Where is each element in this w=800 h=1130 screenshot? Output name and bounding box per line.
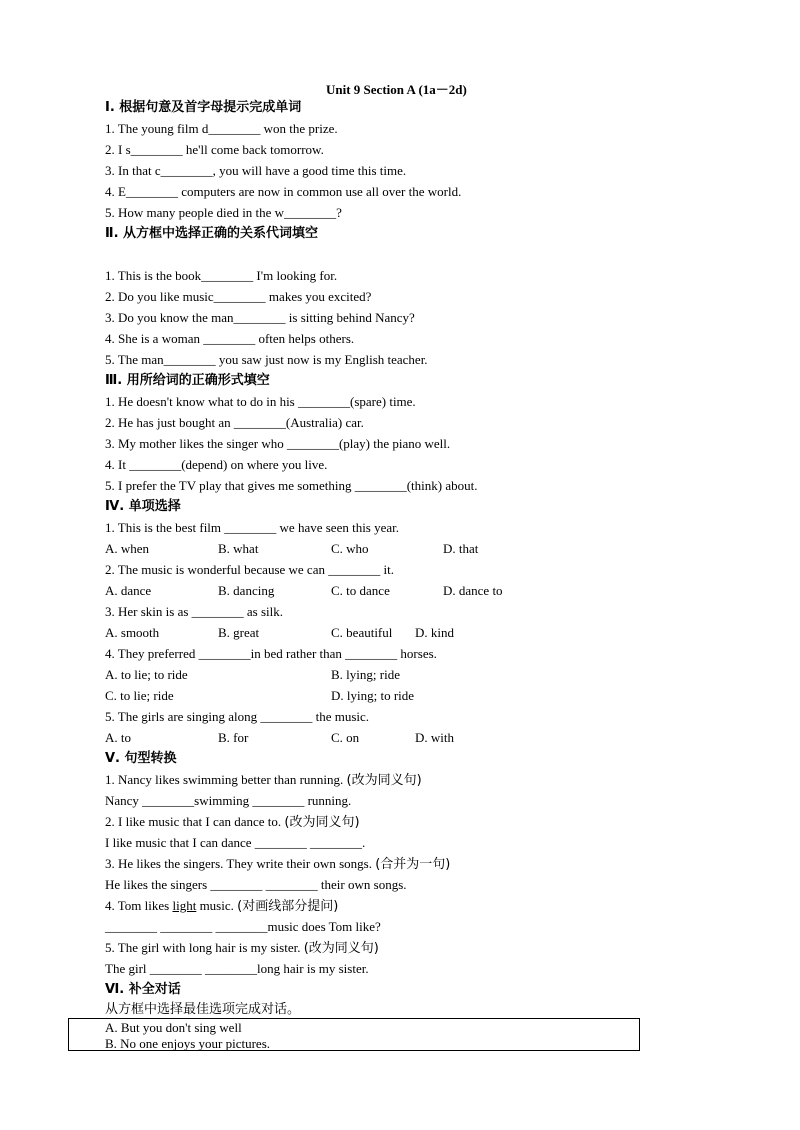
s5-line-9: 5. The girl with long hair is my sister. (改为同义句) — [105, 940, 379, 956]
s4-question-1: 1. This is the best film ________ we have seen this year. — [105, 520, 400, 535]
s4-q2-option-a: A. dance — [105, 583, 152, 598]
section-4-heading: Ⅳ. 单项选择 — [105, 499, 181, 514]
s4-q3-option-c: C. beautiful — [331, 625, 393, 640]
s4-q3-option-b: B. great — [218, 625, 260, 640]
section-1-heading: Ⅰ. 根据句意及首字母提示完成单词 — [105, 100, 302, 115]
s5-note-2: (改为同义句) — [284, 815, 360, 830]
s1-item-3: 3. In that c________, you will have a good time this time. — [105, 163, 407, 178]
s5-line-10: The girl ________ ________long hair is my sister. — [105, 961, 369, 976]
s2-item-3: 3. Do you know the man________ is sitting behind Nancy? — [105, 310, 415, 325]
s2-item-5: 5. The man________ you saw just now is my English teacher. — [105, 352, 428, 367]
s5-note-4: (对画线部分提问) — [237, 899, 339, 914]
s4-q1-option-d: D. that — [443, 541, 479, 556]
s5-line-8: ________ ________ ________music does Tom like? — [105, 919, 381, 934]
s4-q5-option-d: D. with — [415, 730, 454, 745]
s4-q1-option-a: A. when — [105, 541, 150, 556]
s4-q5-option-a: A. to — [105, 730, 131, 745]
s6-instruction: 从方框中选择最佳选项完成对话。 — [105, 1002, 301, 1017]
s4-q3-option-a: A. smooth — [105, 625, 160, 640]
s4-question-5: 5. The girls are singing along ________ the music. — [105, 709, 370, 724]
s4-q5-option-b: B. for — [218, 730, 249, 745]
s5-note-1: (改为同义句) — [346, 773, 422, 788]
s5-line-6: He likes the singers ________ ________ their own songs. — [105, 877, 407, 892]
section-6-heading: Ⅵ. 补全对话 — [105, 982, 181, 997]
s4-q2-option-c: C. to dance — [331, 583, 390, 598]
s5-line-3: 2. I like music that I can dance to. (改为同义句) — [105, 814, 360, 830]
box-option-a: A. But you don't sing well — [105, 1020, 242, 1035]
section-3-heading: Ⅲ. 用所给词的正确形式填空 — [105, 373, 270, 388]
s4-question-2: 2. The music is wonderful because we can ________ it. — [105, 562, 394, 577]
s4-q1-option-c: C. who — [331, 541, 369, 556]
s4-q2-option-d: D. dance to — [443, 583, 503, 598]
s3-item-1: 1. He doesn't know what to do in his ________(spare) time. — [105, 394, 416, 409]
page-title: Unit 9 Section A (1a－2d) — [326, 82, 467, 97]
s4-q4-option-a: A. to lie; to ride — [105, 667, 188, 682]
s3-item-2: 2. He has just bought an ________(Australia) car. — [105, 415, 364, 430]
s5-line-4: I like music that I can dance ________ ________. — [105, 835, 366, 850]
section-2-heading: Ⅱ. 从方框中选择正确的关系代词填空 — [105, 226, 319, 241]
s1-item-2: 2. I s________ he'll come back tomorrow. — [105, 142, 324, 157]
underlined-word: light — [172, 898, 197, 913]
s2-item-2: 2. Do you like music________ makes you excited? — [105, 289, 372, 304]
s4-question-3: 3. Her skin is as ________ as silk. — [105, 604, 284, 619]
s5-line-7: 4. Tom likes light music. (对画线部分提问) — [105, 898, 339, 914]
s2-item-4: 4. She is a woman ________ often helps others. — [105, 331, 355, 346]
s3-item-3: 3. My mother likes the singer who ________(play) the piano well. — [105, 436, 451, 451]
s5-line-2: Nancy ________swimming ________ running. — [105, 793, 352, 808]
s5-note-5: (改为同义句) — [303, 941, 379, 956]
s4-q2-option-b: B. dancing — [218, 583, 275, 598]
s4-q4-option-b: B. lying; ride — [331, 667, 400, 682]
box-option-b: B. No one enjoys your pictures. — [105, 1036, 271, 1051]
s5-note-3: (合并为一句) — [375, 857, 451, 872]
section-5-heading: Ⅴ. 句型转换 — [105, 751, 177, 766]
s4-q5-option-c: C. on — [331, 730, 360, 745]
s2-item-1: 1. This is the book________ I'm looking for. — [105, 268, 338, 283]
s4-q4-option-d: D. lying; to ride — [331, 688, 415, 703]
s1-item-4: 4. E________ computers are now in common use all over the world. — [105, 184, 462, 199]
s3-item-5: 5. I prefer the TV play that gives me something ________(think) about. — [105, 478, 478, 493]
s4-q3-option-d: D. kind — [415, 625, 454, 640]
s4-q4-option-c: C. to lie; ride — [105, 688, 174, 703]
s1-item-5: 5. How many people died in the w________? — [105, 205, 342, 220]
s1-item-1: 1. The young film d________ won the prize. — [105, 121, 338, 136]
s5-line-1: 1. Nancy likes swimming better than running. (改为同义句) — [105, 772, 422, 788]
s4-question-4: 4. They preferred ________in bed rather than ________ horses. — [105, 646, 437, 661]
s3-item-4: 4. It ________(depend) on where you live. — [105, 457, 328, 472]
s4-q1-option-b: B. what — [218, 541, 259, 556]
s5-line-5: 3. He likes the singers. They write their own songs. (合并为一句) — [105, 856, 451, 872]
